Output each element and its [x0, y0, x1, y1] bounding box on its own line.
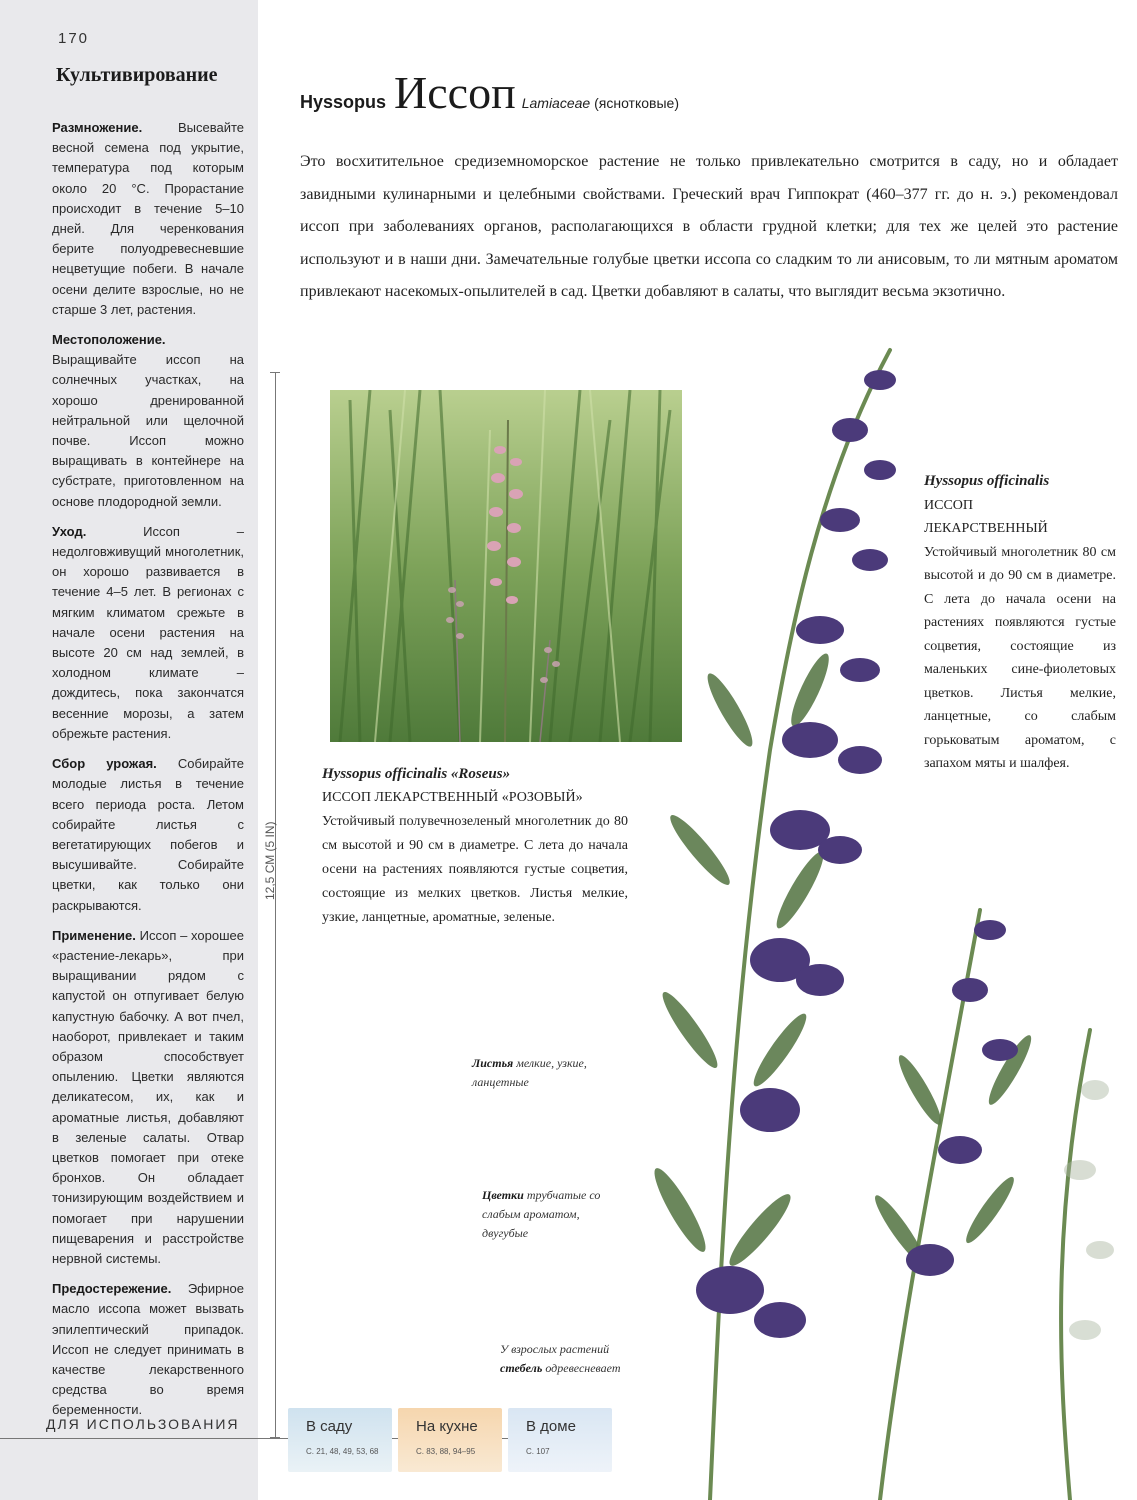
- section-label: Размножение.: [52, 120, 143, 135]
- use-garden-box: [288, 1408, 392, 1472]
- section-usage: [52, 926, 244, 1269]
- ruler-tick-bottom: [270, 1437, 280, 1438]
- annotation-leaves-bold: Листья: [472, 1056, 514, 1070]
- section-label: Предостережение.: [52, 1281, 172, 1297]
- scale-label: 12,5 СМ (5 IN): [263, 821, 277, 900]
- use-kitchen-pages: С. 83, 88, 94–95: [416, 1447, 476, 1456]
- use-garden-pages: С. 21, 48, 49, 53, 68: [306, 1447, 379, 1456]
- intro-paragraph: Это восхитительное средиземноморское растение не только привлекательно смотрится в саду, но и обладает завидными кулинарными и целебными свойствами. Греческий врач Гиппократ (460–377 гг. до н. э.) рекомендовал иссоп при заболеваниях органов, располагающихся в области грудной клетки; для тех же целей это растение используют и в наши дни. Замечательные голубые цветки иссопа со сладким то ли анисовым, то ли мятным ароматом привлекают насекомых-опылителей в сад. Цветки добавляют в салаты, что выглядит весьма экзотично.: [300, 153, 1118, 300]
- annotation-stem-pre: У взрослых растений: [500, 1342, 610, 1356]
- family-latin: Lamiaceae: [521, 95, 591, 111]
- section-warning: [52, 1279, 244, 1420]
- annotation-flowers-text: трубчатые со слабым ароматом, двугубые: [482, 1188, 601, 1240]
- annotation-leaves: [472, 1054, 622, 1092]
- section-text: Иссоп – недолговживущий многолетник, он хорошо развивается в течение 4–5 лет. В регионах с мягким климатом срежьте в начале осени растения на высоте 20 см над землей, в холодном климате – дождитесь, пока закончатся весенние морозы, а затем обрежьте растения.: [52, 523, 244, 741]
- page-number: 170: [58, 30, 90, 47]
- page-title: [300, 66, 679, 119]
- section-text: Выращивайте иссоп на солнечных участках, на хорошо дренированной нейтральной или щелочной почве. Иссоп можно выращивать в контейнере на субстрате, приготовленном на основе плодородной земли.: [52, 352, 244, 509]
- caption-roseus-latin: Hyssopus officinalis «Roseus»: [322, 766, 511, 782]
- uses-label: ДЛЯ ИСПОЛЬЗОВАНИЯ: [46, 1416, 240, 1432]
- annotation-flowers-bold: Цветки: [482, 1188, 524, 1202]
- caption-officinalis-desc: Устойчивый многолетник 80 см высотой и до 90 см в диаметре. С лета до начала осени на растениях появляются густые соцветия, состоящие из маленьких сине-фиолетовых цветков. Листья мелкие, ланцетные, со слабым горьковатым ароматом, с запахом мяты и шалфея.: [924, 544, 1116, 771]
- annotation-stem-bold: стебель: [500, 1361, 543, 1375]
- section-harvest: [52, 754, 244, 916]
- section-text: Эфирное масло иссопа может вызвать эпилептический припадок. Иссоп не следует принимать в качестве лекарственного средства во время беременности.: [52, 1281, 244, 1418]
- use-home-label: В доме: [526, 1418, 576, 1435]
- annotation-leaves-text: мелкие, узкие, ланцетные: [472, 1056, 587, 1089]
- section-text: Иссоп – хорошее «растение-лекарь», при выращивании рядом с капустой он отпугивает белую капустную бабочку. А вот пчел, наоборот, привлекает и таким образом способствует опылению. Цветки являются деликатесом, их, как и ароматные листья, добавляют в зеленые салаты. Отвар цветков помогает при отеке бронхов. Он обладает тонизирующим воздействием и помогает при нарушении пищеварения и расстройстве нервной системы.: [52, 927, 244, 1266]
- section-location: [52, 330, 244, 512]
- caption-roseus-desc: Устойчивый полувечнозеленый многолетник до 80 см высотой и 90 см в диаметре. С лета до начала осени на растениях появляются густые соцветия, состоящие из мелких цветков. Листья мелкие, узкие, ланцетные, ароматные, зеленые.: [322, 814, 628, 925]
- family-ru: (яснотковые): [594, 95, 679, 111]
- section-text: Собирайте молодые листья в течение всего периода роста. Летом собирайте листья с вегетатирующих побегов и высушивайте. Собирайте цветки, как только они раскрываются.: [52, 756, 244, 913]
- title-common: Иссоп: [394, 67, 516, 118]
- section-label: Уход.: [52, 523, 87, 539]
- caption-officinalis-latin: Hyssopus officinalis: [924, 473, 1050, 489]
- use-home-pages: С. 107: [526, 1447, 550, 1456]
- sidebar-text: [52, 118, 244, 1431]
- section-label: Местоположение.: [52, 332, 166, 348]
- caption-officinalis-common-2: ЛЕКАРСТВЕННЫЙ: [924, 521, 1048, 536]
- annotation-flowers: [482, 1186, 618, 1243]
- section-care: [52, 522, 244, 744]
- caption-roseus-common: ИССОП ЛЕКАРСТВЕННЫЙ «РОЗОВЫЙ»: [322, 790, 583, 805]
- section-text: Высевайте весной семена под укрытие, температура под которым около 20 °С. Прорастание происходит в течение 5–10 дней. Для черенкования берите полуодревесневшие нецветущие побеги. В начале осени делите взрослые, но не старше 3 лет, растения.: [52, 120, 244, 317]
- use-garden-label: В саду: [306, 1418, 353, 1435]
- sidebar-heading: Культивирование: [56, 64, 218, 86]
- use-kitchen-box: [398, 1408, 502, 1472]
- title-genus: Hyssopus: [300, 92, 387, 112]
- section-propagation: [52, 118, 244, 320]
- use-kitchen-label: На кухне: [416, 1418, 478, 1435]
- section-label: Применение.: [52, 927, 136, 943]
- caption-officinalis-common-1: ИССОП: [924, 497, 974, 513]
- annotation-stem-text: одревесневает: [545, 1361, 621, 1375]
- uses-row: [288, 1408, 610, 1474]
- ruler-tick-top: [270, 372, 280, 373]
- scale-ruler: [275, 372, 276, 1438]
- caption-officinalis: [924, 470, 1116, 776]
- title-family: [522, 95, 679, 111]
- annotation-stem: [500, 1340, 650, 1378]
- section-label: Сбор урожая.: [52, 756, 157, 772]
